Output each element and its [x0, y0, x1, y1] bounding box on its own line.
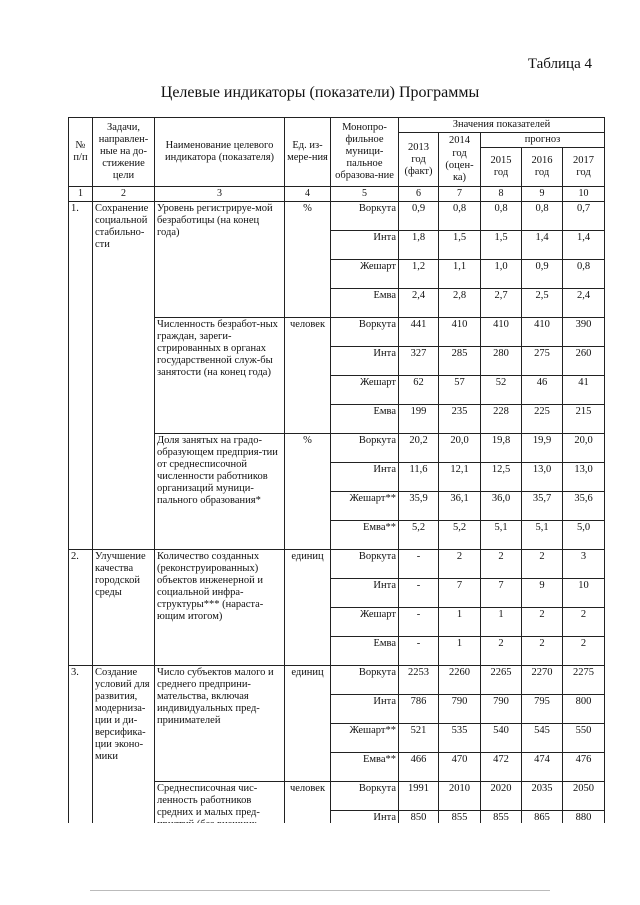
value-cell: - [399, 607, 439, 636]
value-cell: 280 [481, 346, 522, 375]
municipality-cell: Емва [331, 636, 399, 665]
value-cell: 228 [481, 404, 522, 433]
value-cell: 1 [481, 607, 522, 636]
municipality-cell: Жешарт** [331, 723, 399, 752]
value-cell: 800 [563, 694, 605, 723]
municipality-cell: Жешарт [331, 607, 399, 636]
value-cell: 2 [522, 607, 563, 636]
value-cell: 2 [522, 549, 563, 578]
value-cell: 36,0 [481, 491, 522, 520]
value-cell: 5,0 [563, 520, 605, 549]
indicators-table [68, 117, 605, 898]
scan-edge-line [90, 890, 550, 891]
value-cell: 19,9 [522, 433, 563, 462]
indicator-name: Численность безработ-ных граждан, зареги-стрированных в органах государственной служ-бы занятости (на конец года) [155, 317, 285, 433]
value-cell: 410 [481, 317, 522, 346]
header-2013: 2013 год (факт) [399, 133, 439, 187]
value-cell: 5,2 [399, 520, 439, 549]
value-cell: 0,9 [522, 259, 563, 288]
value-cell: 46 [522, 375, 563, 404]
value-cell: 1 [439, 607, 481, 636]
header-2014: 2014 год (оцен-ка) [439, 133, 481, 187]
value-cell: 19,8 [481, 433, 522, 462]
value-cell: 2,7 [481, 288, 522, 317]
value-cell: 410 [522, 317, 563, 346]
unit-cell: единиц [285, 549, 331, 665]
municipality-cell: Инта [331, 462, 399, 491]
value-cell: 441 [399, 317, 439, 346]
value-cell: 1,0 [481, 259, 522, 288]
value-cell: 1,4 [522, 230, 563, 259]
indicator-name: Количество созданных (реконструированных) объектов инженерной и социальной инфра-структуры*** (нараста-ющим итогом) [155, 549, 285, 665]
value-cell: 20,2 [399, 433, 439, 462]
municipality-cell: Емва [331, 404, 399, 433]
value-cell: 2,8 [439, 288, 481, 317]
value-cell: 2020 [481, 781, 522, 810]
value-cell: 20,0 [563, 433, 605, 462]
value-cell: 790 [481, 694, 522, 723]
unit-cell: человек [285, 317, 331, 433]
value-cell: 2275 [563, 665, 605, 694]
column-number: 9 [522, 187, 563, 202]
column-number: 1 [69, 187, 93, 202]
document-title: Целевые индикаторы (показатели) Программы [160, 84, 480, 101]
value-cell: 540 [481, 723, 522, 752]
municipality-cell: Инта [331, 578, 399, 607]
municipality-cell: Воркута [331, 549, 399, 578]
table-row [69, 201, 605, 230]
value-cell: 855 [481, 810, 522, 839]
value-cell: 215 [563, 404, 605, 433]
value-cell: 5,2 [439, 520, 481, 549]
value-cell: 2260 [439, 665, 481, 694]
indicator-name: Число субъектов малого и среднего предприни-мательства, включая индивидуальных пред-принимателей [155, 665, 285, 781]
value-cell: 235 [439, 404, 481, 433]
value-cell: 474 [522, 752, 563, 781]
header-municipality: Монопро-фильное муници-пальное образова-ние [331, 118, 399, 187]
value-cell: 0,9 [399, 201, 439, 230]
value-cell: 2 [522, 636, 563, 665]
value-cell: 1,5 [481, 230, 522, 259]
value-cell: 880 [563, 810, 605, 839]
column-number: 7 [439, 187, 481, 202]
value-cell: - [399, 636, 439, 665]
value-cell: 535 [439, 723, 481, 752]
value-cell: 5,1 [522, 520, 563, 549]
unit-cell: % [285, 433, 331, 549]
municipality-cell: Воркута [331, 781, 399, 810]
value-cell: 13,0 [522, 462, 563, 491]
column-number: 2 [93, 187, 155, 202]
value-cell: 12,5 [481, 462, 522, 491]
municipality-cell: Воркута [331, 317, 399, 346]
value-cell: 2 [563, 636, 605, 665]
value-cell: 476 [563, 752, 605, 781]
group-number: 1. [69, 201, 93, 549]
municipality-cell: Жешарт** [331, 491, 399, 520]
indicator-name: Доля занятых на градо-образующем предприя-тии от среднесписочной численности работников организаций муници-пального образования* [155, 433, 285, 549]
value-cell: 9 [522, 578, 563, 607]
value-cell: 410 [439, 317, 481, 346]
value-cell: 466 [399, 752, 439, 781]
value-cell: 0,7 [563, 201, 605, 230]
value-cell: 850 [399, 810, 439, 839]
value-cell: 2265 [481, 665, 522, 694]
value-cell: 2,5 [522, 288, 563, 317]
municipality-cell: Воркута [331, 665, 399, 694]
value-cell: 327 [399, 346, 439, 375]
header-num: № п/п [69, 118, 93, 187]
value-cell: 62 [399, 375, 439, 404]
task-cell: Сохранение социальной стабильно-сти [93, 201, 155, 549]
header-values: Значения показателей [399, 118, 605, 133]
indicator-name: Среднесписочная чис-ленность работников средних и малых пред- [155, 781, 285, 897]
value-cell: 1,2 [399, 259, 439, 288]
indicator-name: Уровень регистрируе-мой безработицы (на конец года) [155, 201, 285, 317]
value-cell: 275 [522, 346, 563, 375]
column-number: 4 [285, 187, 331, 202]
value-cell: 35,6 [563, 491, 605, 520]
unit-cell: единиц [285, 665, 331, 781]
value-cell: 2253 [399, 665, 439, 694]
value-cell: 1,4 [563, 230, 605, 259]
header-2015: 2015 год [481, 148, 522, 187]
value-cell: 10 [563, 578, 605, 607]
task-cell: Улучшение качества городской среды [93, 549, 155, 665]
value-cell: 2 [563, 607, 605, 636]
value-cell: 35,7 [522, 491, 563, 520]
municipality-cell: Воркута [331, 201, 399, 230]
value-cell: 472 [481, 752, 522, 781]
value-cell: 52 [481, 375, 522, 404]
header-task: Задачи, направлен-ные на до-стижение цели [93, 118, 155, 187]
value-cell: 7 [439, 578, 481, 607]
header-2016: 2016 год [522, 148, 563, 187]
value-cell: 855 [439, 810, 481, 839]
municipality-cell: Жешарт [331, 259, 399, 288]
value-cell: 1991 [399, 781, 439, 810]
value-cell: 2 [481, 636, 522, 665]
header-2017: 2017 год [563, 148, 605, 187]
value-cell: 11,6 [399, 462, 439, 491]
value-cell: 3 [563, 549, 605, 578]
municipality-cell: Жешарт [331, 375, 399, 404]
value-cell: 2010 [439, 781, 481, 810]
table-number-label: Таблица 4 [527, 56, 592, 72]
municipality-cell: Инта [331, 230, 399, 259]
value-cell: 5,1 [481, 520, 522, 549]
value-cell: 20,0 [439, 433, 481, 462]
column-number: 10 [563, 187, 605, 202]
value-cell: 0,8 [481, 201, 522, 230]
header-unit: Ед. из-мере-ния [285, 118, 331, 187]
value-cell: 545 [522, 723, 563, 752]
column-number: 3 [155, 187, 285, 202]
group-number: 2. [69, 549, 93, 665]
header-forecast: прогноз [481, 133, 605, 148]
value-cell: 786 [399, 694, 439, 723]
value-cell: 865 [522, 810, 563, 839]
value-cell: 2,4 [399, 288, 439, 317]
value-cell: - [399, 549, 439, 578]
municipality-cell: Инта [331, 694, 399, 723]
value-cell: 0,8 [563, 259, 605, 288]
value-cell: 36,1 [439, 491, 481, 520]
value-cell: 0,8 [439, 201, 481, 230]
value-cell: 2035 [522, 781, 563, 810]
value-cell: 7 [481, 578, 522, 607]
value-cell: 35,9 [399, 491, 439, 520]
value-cell: 2270 [522, 665, 563, 694]
table-body [69, 201, 605, 897]
value-cell: 12,1 [439, 462, 481, 491]
value-cell: 1 [439, 636, 481, 665]
column-number: 8 [481, 187, 522, 202]
municipality-cell: Инта [331, 346, 399, 375]
value-cell: 390 [563, 317, 605, 346]
municipality-cell: Воркута [331, 433, 399, 462]
value-cell: 2 [439, 549, 481, 578]
page-bottom-margin [0, 823, 640, 905]
municipality-cell: Емва** [331, 520, 399, 549]
unit-cell: % [285, 201, 331, 317]
value-cell: 57 [439, 375, 481, 404]
municipality-cell: Емва** [331, 752, 399, 781]
municipality-cell: Емва [331, 288, 399, 317]
value-cell: 2 [481, 549, 522, 578]
value-cell: 0,8 [522, 201, 563, 230]
value-cell: 550 [563, 723, 605, 752]
task-cell: Создание условий для развития, модерниза-ции и ди-версифика-ции эконо-мики [93, 665, 155, 897]
value-cell: 1,8 [399, 230, 439, 259]
value-cell: 199 [399, 404, 439, 433]
table-row [69, 549, 605, 578]
value-cell: 41 [563, 375, 605, 404]
value-cell: 285 [439, 346, 481, 375]
value-cell: 790 [439, 694, 481, 723]
value-cell: 1,5 [439, 230, 481, 259]
value-cell: - [399, 578, 439, 607]
group-number: 3. [69, 665, 93, 897]
value-cell: 470 [439, 752, 481, 781]
value-cell: 13,0 [563, 462, 605, 491]
value-cell: 225 [522, 404, 563, 433]
table-row [69, 665, 605, 694]
value-cell: 1,1 [439, 259, 481, 288]
value-cell: 2050 [563, 781, 605, 810]
column-number: 6 [399, 187, 439, 202]
municipality-cell: Инта [331, 810, 399, 839]
value-cell: 795 [522, 694, 563, 723]
column-number: 5 [331, 187, 399, 202]
value-cell: 2,4 [563, 288, 605, 317]
value-cell: 521 [399, 723, 439, 752]
value-cell: 260 [563, 346, 605, 375]
unit-cell: человек [285, 781, 331, 897]
header-indicator: Наименование целевого индикатора (показателя) [155, 118, 285, 187]
